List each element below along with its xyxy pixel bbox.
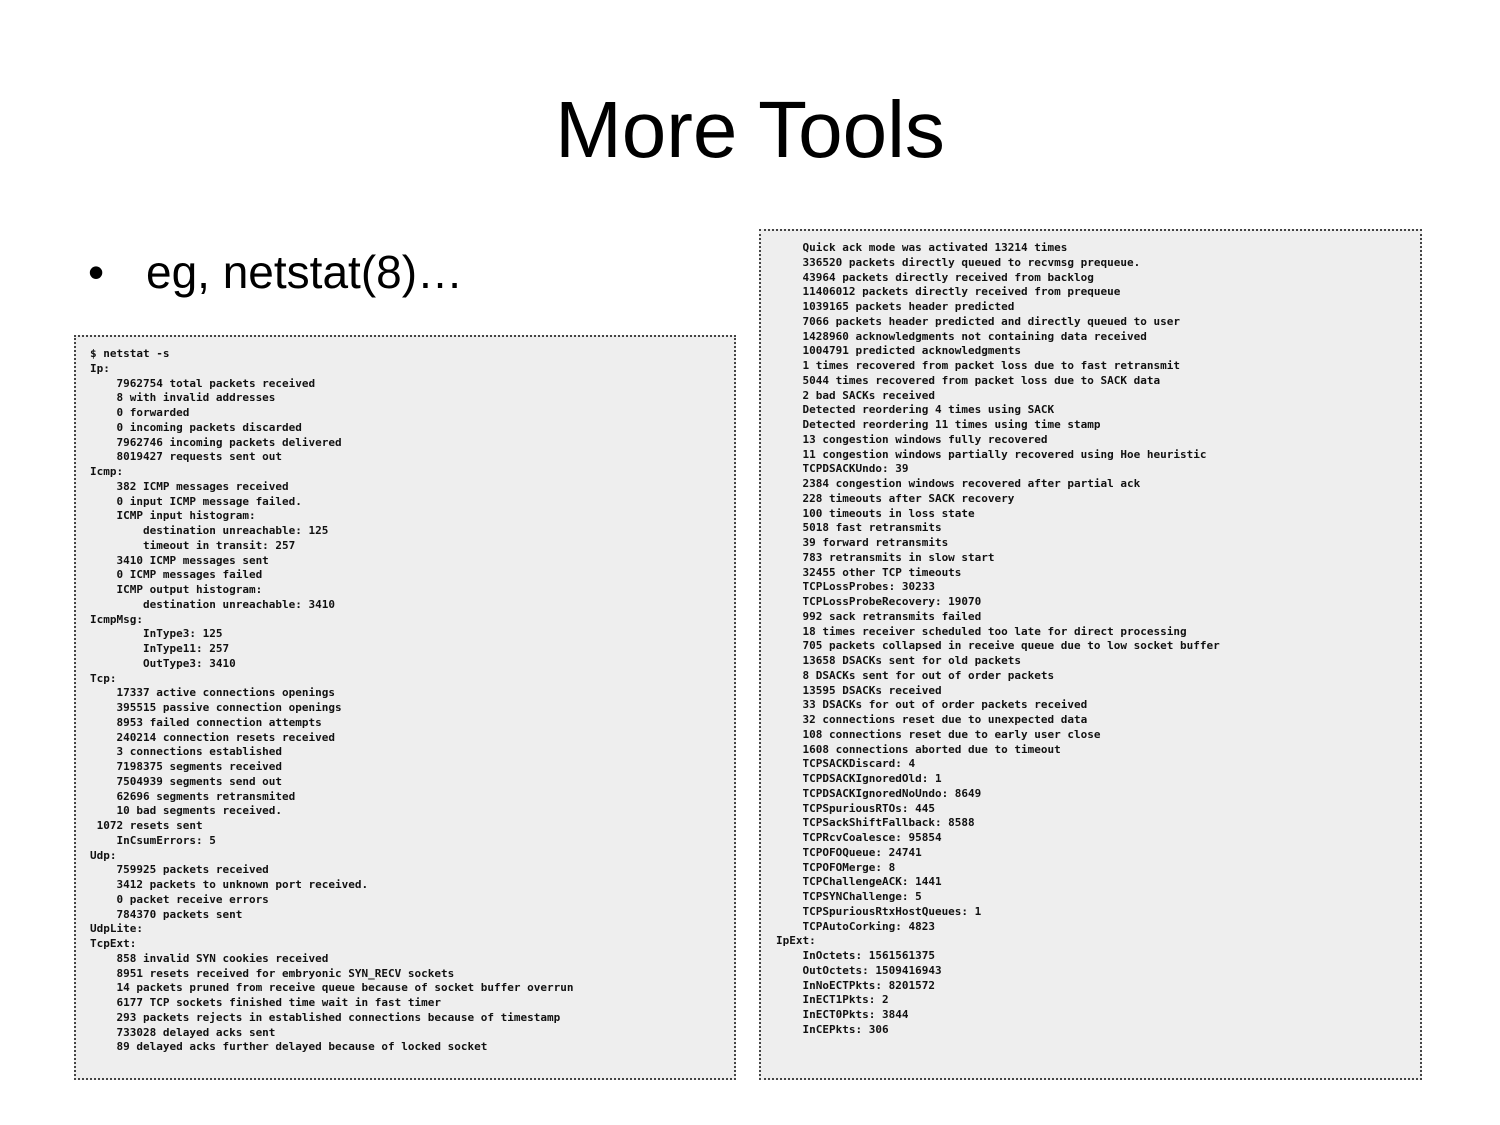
terminal-line: 1072 resets sent: [90, 819, 203, 832]
terminal-line: 293 packets rejects in established connections because of timestamp: [90, 1010, 561, 1024]
terminal-line: 43964 packets directly received from backlog: [776, 270, 1094, 284]
terminal-line: timeout in transit: 257: [90, 538, 296, 552]
terminal-line: TCPChallengeACK: 1441: [776, 875, 942, 889]
terminal-line: InCsumErrors: 5: [90, 833, 216, 847]
terminal-line: 336520 packets directly queued to recvmsg prequeue.: [776, 255, 1141, 269]
terminal-line: Detected reordering 11 times using time stamp: [776, 418, 1101, 431]
terminal-line: 5018 fast retransmits: [776, 521, 942, 535]
terminal-line: 7962746 incoming packets delivered: [90, 435, 342, 449]
terminal-line: 858 invalid SYN cookies received: [90, 951, 329, 965]
terminal-line: TCPOFOMerge: 8: [776, 860, 896, 874]
terminal-line: 14 packets pruned from receive queue because of socket buffer overrun: [90, 981, 574, 995]
terminal-line: Icmp:: [90, 465, 124, 478]
terminal-line: InCEPkts: 306: [776, 1022, 889, 1036]
terminal-line: 7962754 total packets received: [90, 376, 316, 390]
terminal-line: 733028 delayed acks sent: [90, 1025, 276, 1039]
netstat-output-left: [74, 335, 736, 1080]
terminal-line: 784370 packets sent: [90, 907, 243, 921]
terminal-line: 7504939 segments send out: [90, 774, 283, 788]
terminal-line: 1608 connections aborted due to timeout: [776, 742, 1061, 756]
terminal-line: 0 forwarded: [90, 406, 190, 419]
terminal-line: TCPSACKDiscard: 4: [776, 757, 916, 771]
terminal-line: destination unreachable: 3410: [90, 597, 336, 611]
terminal-line: 10 bad segments received.: [90, 804, 283, 818]
terminal-line: TCPOFOQueue: 24741: [776, 845, 922, 859]
terminal-line: TCPDSACKIgnoredOld: 1: [776, 772, 942, 785]
terminal-line: UdpLite:: [90, 922, 143, 936]
terminal-line: TCPAutoCorking: 4823: [776, 919, 935, 933]
terminal-line: TCPSpuriousRTOs: 445: [776, 801, 935, 815]
terminal-line: 1 times recovered from packet loss due to fast retransmit: [776, 359, 1180, 372]
terminal-line: 382 ICMP messages received: [90, 479, 289, 493]
terminal-line: 8951 resets received for embryonic SYN_RECV sockets: [90, 966, 455, 980]
terminal-line: 2 bad SACKs received: [776, 388, 935, 402]
terminal-line: TCPSackShiftFallback: 8588: [776, 816, 975, 830]
terminal-line: 13595 DSACKs received: [776, 683, 942, 697]
terminal-line: 6177 TCP sockets finished time wait in fast timer: [90, 996, 441, 1009]
terminal-line: InType11: 257: [90, 642, 230, 655]
terminal-line: 3 connections established: [90, 745, 283, 759]
terminal-line: 100 timeouts in loss state: [776, 506, 975, 520]
terminal-line: 39 forward retransmits: [776, 536, 949, 549]
terminal-line: InNoECTPkts: 8201572: [776, 978, 935, 992]
terminal-line: 783 retransmits in slow start: [776, 550, 995, 564]
slide-title: More Tools: [555, 85, 945, 174]
terminal-line: 89 delayed acks further delayed because of locked socket: [90, 1040, 488, 1054]
bullet-item: [88, 244, 463, 300]
terminal-line: 5044 times recovered from packet loss due to SACK data: [776, 373, 1161, 387]
terminal-line: IpExt:: [776, 934, 816, 948]
terminal-line: 705 packets collapsed in receive queue due to low socket buffer: [776, 639, 1220, 653]
terminal-line: InECT0Pkts: 3844: [776, 1008, 909, 1021]
terminal-line: TCPLossProbeRecovery: 19070: [776, 595, 982, 608]
terminal-line: 228 timeouts after SACK recovery: [776, 491, 1015, 505]
terminal-line: Ip:: [90, 361, 110, 375]
terminal-line: Udp:: [90, 848, 117, 862]
terminal-line: 33 DSACKs for out of order packets received: [776, 698, 1088, 712]
terminal-line: TCPRcvCoalesce: 95854: [776, 831, 942, 844]
terminal-line: 108 connections reset due to early user close: [776, 727, 1101, 741]
terminal-line: 992 sack retransmits failed: [776, 609, 982, 623]
terminal-line: 759925 packets received: [90, 863, 269, 877]
terminal-line: 7066 packets header predicted and directly queued to user: [776, 314, 1180, 328]
terminal-line: 7198375 segments received: [90, 760, 283, 773]
bullet-marker: •: [88, 246, 105, 298]
terminal-line: TCPLossProbes: 30233: [776, 580, 935, 594]
terminal-line: 0 packet receive errors: [90, 892, 269, 906]
terminal-line: Quick ack mode was activated 13214 times: [776, 241, 1068, 254]
terminal-line: 8953 failed connection attempts: [90, 715, 322, 729]
terminal-line: 2384 congestion windows recovered after partial ack: [776, 477, 1141, 490]
terminal-line: 11 congestion windows partially recovered using Hoe heuristic: [776, 447, 1207, 461]
terminal-line: 1428960 acknowledgments not containing data received: [776, 329, 1147, 343]
terminal-line: 13658 DSACKs sent for old packets: [776, 654, 1022, 667]
terminal-line: 8 DSACKs sent for out of order packets: [776, 668, 1055, 682]
terminal-line: Tcp:: [90, 671, 117, 685]
terminal-line: 1004791 predicted acknowledgments: [776, 344, 1022, 358]
terminal-line: Detected reordering 4 times using SACK: [776, 403, 1055, 417]
terminal-line: 62696 segments retransmited: [90, 789, 296, 803]
terminal-line: TCPSpuriousRtxHostQueues: 1: [776, 904, 982, 918]
terminal-line: OutType3: 3410: [90, 656, 236, 670]
terminal-line: TCPSYNChallenge: 5: [776, 890, 922, 903]
terminal-line: 17337 active connections openings: [90, 686, 336, 700]
terminal-line: ICMP input histogram:: [90, 509, 256, 523]
terminal-line: ICMP output histogram:: [90, 583, 263, 596]
terminal-line: $ netstat -s: [90, 347, 170, 360]
terminal-line: 32455 other TCP timeouts: [776, 565, 962, 579]
terminal-line: 3412 packets to unknown port received.: [90, 878, 369, 891]
terminal-line: destination unreachable: 125: [90, 524, 329, 537]
terminal-line: InOctets: 1561561375: [776, 949, 935, 962]
terminal-line: 11406012 packets directly received from prequeue: [776, 285, 1121, 299]
terminal-line: 8019427 requests sent out: [90, 450, 283, 464]
terminal-line: 0 ICMP messages failed: [90, 568, 263, 582]
terminal-line: 1039165 packets header predicted: [776, 300, 1015, 313]
terminal-line: IcmpMsg:: [90, 612, 143, 626]
terminal-line: 0 input ICMP message failed.: [90, 494, 302, 508]
netstat-output-right: [759, 229, 1422, 1080]
terminal-line: 18 times receiver scheduled too late for direct processing: [776, 624, 1187, 638]
terminal-line: 3410 ICMP messages sent: [90, 553, 269, 567]
terminal-line: TcpExt:: [90, 937, 137, 950]
terminal-line: 8 with invalid addresses: [90, 391, 276, 405]
terminal-line: InECT1Pkts: 2: [776, 993, 889, 1007]
terminal-line: TCPDSACKUndo: 39: [776, 462, 909, 476]
terminal-line: 13 congestion windows fully recovered: [776, 432, 1048, 446]
terminal-line: 32 connections reset due to unexpected data: [776, 713, 1088, 726]
terminal-line: 240214 connection resets received: [90, 730, 336, 744]
bullet-text: eg, netstat(8)…: [146, 246, 464, 298]
terminal-line: OutOctets: 1509416943: [776, 963, 942, 977]
terminal-line: TCPDSACKIgnoredNoUndo: 8649: [776, 786, 982, 800]
terminal-line: InType3: 125: [90, 627, 223, 641]
terminal-line: 0 incoming packets discarded: [90, 420, 302, 434]
terminal-line: 395515 passive connection openings: [90, 701, 342, 714]
